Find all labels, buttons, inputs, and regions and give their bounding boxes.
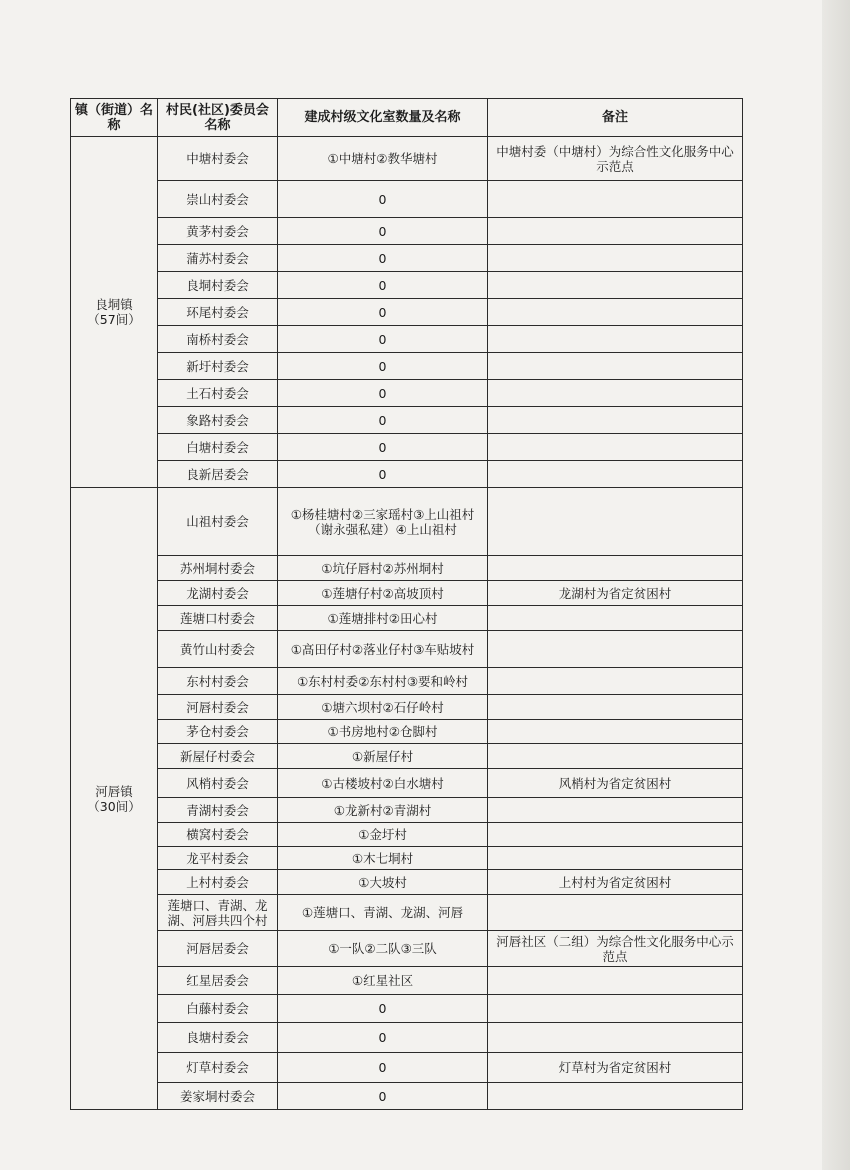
remarks-cell [488,631,743,668]
remarks-cell [488,488,743,556]
table-row [71,847,743,870]
table-row [71,720,743,744]
committee-cell: 河唇村委会 [158,695,278,720]
remarks-cell: 上村村为省定贫困村 [488,870,743,895]
rooms-cell: ①一队②二队③三队 [278,931,488,967]
table-row [71,556,743,581]
remarks-cell [488,245,743,272]
table-row [71,967,743,995]
table-row [71,137,743,181]
remarks-cell [488,967,743,995]
committee-cell: 黄茅村委会 [158,218,278,245]
town-room-count: （30间） [87,798,141,814]
remarks-cell [488,823,743,847]
committee-cell: 苏州垌村委会 [158,556,278,581]
committee-cell: 中塘村委会 [158,137,278,181]
committee-cell: 上村村委会 [158,870,278,895]
remarks-cell [488,1083,743,1110]
remarks-cell [488,798,743,823]
committee-cell: 横窝村委会 [158,823,278,847]
remarks-cell [488,380,743,407]
remarks-cell [488,556,743,581]
rooms-cell: ①中塘村②教华塘村 [278,137,488,181]
committee-cell: 龙平村委会 [158,847,278,870]
committee-cell: 茅仓村委会 [158,720,278,744]
header-remarks: 备注 [488,99,743,137]
rooms-cell: ①大坡村 [278,870,488,895]
table-row [71,461,743,488]
remarks-cell [488,606,743,631]
rooms-cell: 0 [278,380,488,407]
committee-cell: 白藤村委会 [158,995,278,1023]
rooms-cell: ①莲塘排村②田心村 [278,606,488,631]
remarks-cell: 龙湖村为省定贫困村 [488,581,743,606]
committee-cell: 良新居委会 [158,461,278,488]
page-edge [822,0,850,1170]
table-body [71,137,743,1110]
table-row [71,218,743,245]
rooms-cell: 0 [278,461,488,488]
rooms-cell: ①杨桂塘村②三家瑶村③上山祖村（谢永强私建）④上山祖村 [278,488,488,556]
committee-cell: 良垌村委会 [158,272,278,299]
culture-room-table [70,98,743,1110]
rooms-cell: 0 [278,1083,488,1110]
rooms-cell: 0 [278,353,488,380]
remarks-cell [488,181,743,218]
remarks-cell [488,218,743,245]
rooms-cell: 0 [278,299,488,326]
committee-cell: 土石村委会 [158,380,278,407]
committee-cell: 莲塘口、青湖、龙湖、河唇共四个村 [158,895,278,931]
remarks-cell: 风梢村为省定贫困村 [488,769,743,798]
rooms-cell: 0 [278,995,488,1023]
header-committee: 村民(社区)委员会名称 [158,99,278,137]
table-row [71,995,743,1023]
committee-cell: 灯草村委会 [158,1053,278,1083]
table-row [71,245,743,272]
rooms-cell: 0 [278,181,488,218]
table-row [71,895,743,931]
rooms-cell: 0 [278,1053,488,1083]
table-row [71,631,743,668]
committee-cell: 蒲苏村委会 [158,245,278,272]
committee-cell: 崇山村委会 [158,181,278,218]
rooms-cell: ①高田仔村②落业仔村③车贴坡村 [278,631,488,668]
committee-cell: 红星居委会 [158,967,278,995]
rooms-cell: 0 [278,326,488,353]
table-row [71,181,743,218]
town-cell [71,488,158,1110]
table-row [71,1083,743,1110]
rooms-cell: ①新屋仔村 [278,744,488,769]
rooms-cell: 0 [278,218,488,245]
remarks-cell [488,326,743,353]
committee-cell: 东村村委会 [158,668,278,695]
rooms-cell: 0 [278,434,488,461]
table-row [71,798,743,823]
remarks-cell [488,995,743,1023]
table-row [71,581,743,606]
table-row [71,407,743,434]
rooms-cell: 0 [278,1023,488,1053]
table-row [71,488,743,556]
rooms-cell: ①红星社区 [278,967,488,995]
remarks-cell [488,744,743,769]
table-row [71,870,743,895]
header-rooms: 建成村级文化室数量及名称 [278,99,488,137]
rooms-cell: ①莲塘口、青湖、龙湖、河唇 [278,895,488,931]
table-row [71,668,743,695]
header-row [71,99,743,137]
committee-cell: 白塘村委会 [158,434,278,461]
committee-cell: 良塘村委会 [158,1023,278,1053]
rooms-cell: ①塘六坝村②石仔岭村 [278,695,488,720]
rooms-cell: ①东村村委②东村村③要和岭村 [278,668,488,695]
committee-cell: 南桥村委会 [158,326,278,353]
rooms-cell: 0 [278,407,488,434]
rooms-cell: ①金圩村 [278,823,488,847]
town-room-count: （57间） [87,312,141,327]
table-row [71,434,743,461]
remarks-cell [488,847,743,870]
rooms-cell: ①龙新村②青湖村 [278,798,488,823]
committee-cell: 象路村委会 [158,407,278,434]
remarks-cell [488,720,743,744]
committee-cell: 青湖村委会 [158,798,278,823]
table-row [71,326,743,353]
remarks-cell [488,695,743,720]
table-row [71,606,743,631]
remarks-cell: 河唇社区（二组）为综合性文化服务中心示范点 [488,931,743,967]
town-cell [71,137,158,488]
committee-cell: 新屋仔村委会 [158,744,278,769]
committee-cell: 龙湖村委会 [158,581,278,606]
remarks-cell [488,668,743,695]
committee-cell: 风梢村委会 [158,769,278,798]
rooms-cell: 0 [278,245,488,272]
committee-cell: 新圩村委会 [158,353,278,380]
remarks-cell [488,1023,743,1053]
remarks-cell [488,461,743,488]
table-row [71,353,743,380]
rooms-cell: ①古楼坡村②白水塘村 [278,769,488,798]
remarks-cell [488,407,743,434]
remarks-cell [488,299,743,326]
header-town: 镇（街道）名称 [71,99,158,137]
committee-cell: 黄竹山村委会 [158,631,278,668]
committee-cell: 山祖村委会 [158,488,278,556]
table-row [71,299,743,326]
remarks-cell [488,353,743,380]
table-row [71,1023,743,1053]
committee-cell: 莲塘口村委会 [158,606,278,631]
committee-cell: 姜家垌村委会 [158,1083,278,1110]
committee-cell: 环尾村委会 [158,299,278,326]
table-row [71,695,743,720]
remarks-cell [488,434,743,461]
table-row [71,931,743,967]
remarks-cell: 中塘村委（中塘村）为综合性文化服务中心示范点 [488,137,743,181]
town-name: 良垌镇 [95,297,133,312]
table-row [71,823,743,847]
remarks-cell: 灯草村为省定贫困村 [488,1053,743,1083]
rooms-cell: ①书房地村②仓脚村 [278,720,488,744]
remarks-cell [488,895,743,931]
rooms-cell: ①莲塘仔村②高坡顶村 [278,581,488,606]
table-row [71,744,743,769]
table-row [71,380,743,407]
committee-cell: 河唇居委会 [158,931,278,967]
remarks-cell [488,272,743,299]
table-row [71,272,743,299]
rooms-cell: ①坑仔唇村②苏州垌村 [278,556,488,581]
rooms-cell: 0 [278,272,488,299]
table-row [71,769,743,798]
rooms-cell: ①木七垌村 [278,847,488,870]
town-name: 河唇镇 [95,783,133,799]
table-row [71,1053,743,1083]
